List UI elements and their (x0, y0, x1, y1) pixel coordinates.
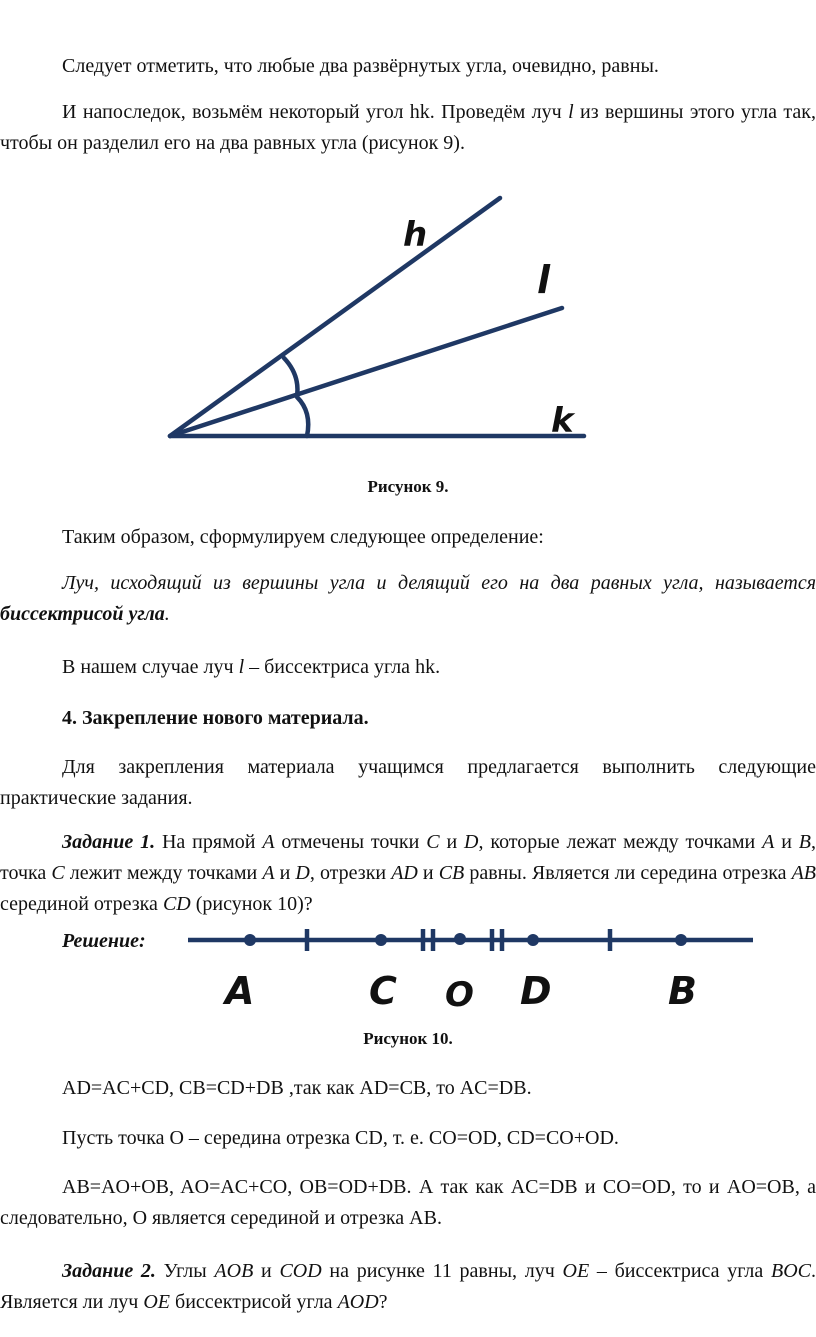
label-l: l (537, 258, 551, 302)
task-2-label: Задание 2. (62, 1260, 156, 1282)
paragraph-equal-straight-angles: Следует отметить, что любые два развёрнутых угла, очевидно, равны. (62, 55, 659, 77)
point-b (675, 934, 687, 946)
paragraph-definition-intro: Таким образом, сформулируем следующее определение: (62, 526, 544, 548)
figure-9-angle-bisector (0, 190, 816, 460)
var: CD (162, 893, 191, 915)
text-segment: и (274, 862, 296, 884)
var: D (464, 831, 479, 853)
point-c (375, 934, 387, 946)
label-b: B (668, 969, 697, 1013)
text-segment: В нашем случае луч (62, 656, 239, 678)
figure-9-caption: Рисунок 9. (367, 477, 449, 496)
var: CB (438, 862, 465, 884)
bisector-definition (0, 568, 816, 630)
text-segment: серединой отрезка (0, 893, 163, 915)
text-segment: , точка (0, 831, 816, 884)
point-d (527, 934, 539, 946)
var: A (762, 831, 775, 853)
var: AOB (214, 1260, 254, 1282)
var: AB (791, 862, 816, 884)
figure-10-caption: Рисунок 10. (363, 1029, 453, 1048)
text-segment: И напоследок, возьмём некоторый угол hk. Проведём луч (62, 101, 569, 123)
text-segment: равны. Является ли середина отрезка (464, 862, 792, 884)
task-1 (0, 827, 816, 920)
point-o (454, 933, 466, 945)
var: AOD (337, 1291, 379, 1313)
ray-h-line (170, 198, 500, 436)
figure-10-segment (0, 920, 816, 1020)
label-a: A (225, 969, 255, 1013)
text-segment: – биссектриса угла hk. (244, 656, 441, 678)
paragraph-ray-l-bisector (0, 652, 816, 683)
text-segment: На прямой (155, 831, 263, 853)
text-segment: – биссектриса угла (589, 1260, 772, 1282)
ray-l: l (568, 101, 574, 123)
text-segment: из вершины этого угла так, чтобы он разделил его на два равных угла (рисунок 9). (0, 101, 816, 154)
angle-arc-upper (284, 358, 297, 396)
var: COD (279, 1260, 322, 1282)
label-k: k (551, 401, 574, 441)
equation-line-2: Пусть точка O – середина отрезка CD, т. е. CO=OD, CD=CO+OD. (62, 1127, 619, 1149)
text-segment: на рисунке 11 равны, луч (321, 1260, 563, 1282)
var: BOC (771, 1260, 812, 1282)
text-segment: и (774, 831, 799, 853)
var: OE (562, 1260, 590, 1282)
var: C (51, 862, 65, 884)
text-segment: биссектрисой угла (170, 1291, 338, 1313)
paragraph-tasks-intro: Для закрепления материала учащимся предлагается выполнить следующие практические задания. (0, 756, 816, 809)
paragraph-angle-hk (0, 97, 816, 159)
text-segment: и (439, 831, 465, 853)
text-segment: . Является ли луч (0, 1260, 816, 1313)
var: A (262, 862, 275, 884)
bisector-term: биссектрисой угла (0, 603, 165, 625)
section-heading: 4. Закрепление нового материала. (62, 707, 369, 729)
text-segment: отмечены точки (274, 831, 427, 853)
var: D (295, 862, 310, 884)
task-2 (0, 1256, 816, 1318)
text-segment: и (417, 862, 439, 884)
text-segment: , которые лежат между точками (478, 831, 763, 853)
text-segment: , отрезки (309, 862, 392, 884)
label-o: O (445, 975, 474, 1015)
text-segment: Луч, исходящий из вершины угла и делящий его на два равных угла, называется (62, 572, 816, 594)
text-segment: Углы (155, 1260, 215, 1282)
solution-label: Решение: (62, 930, 146, 952)
ray-l-line (170, 308, 562, 436)
ray-l: l (238, 656, 245, 678)
var: AD (391, 862, 418, 884)
angle-arc-lower (297, 397, 308, 436)
text-segment: лежит между точками (64, 862, 263, 884)
label-h: h (403, 215, 428, 255)
task-1-label: Задание 1. (62, 831, 156, 853)
text-segment: и (253, 1260, 280, 1282)
var: A (262, 831, 275, 853)
text-segment: . (164, 603, 170, 625)
text-segment: ? (378, 1291, 388, 1313)
label-c: C (369, 969, 397, 1013)
var: OE (143, 1291, 171, 1313)
point-a (244, 934, 256, 946)
text-segment: (рисунок 10)? (190, 893, 313, 915)
equation-line-1: AD=AC+CD, CB=CD+DB ,так как AD=CB, то AC=DB. (62, 1077, 532, 1099)
label-d: D (520, 969, 552, 1013)
var: B (798, 831, 811, 853)
equation-line-3: AB=AO+OB, AO=AC+CO, OB=OD+DB. А так как AC=DB и CO=OD, то и AO=OB, а следовательно, O является серединой и отрезка AB. (0, 1176, 816, 1229)
var: C (426, 831, 440, 853)
